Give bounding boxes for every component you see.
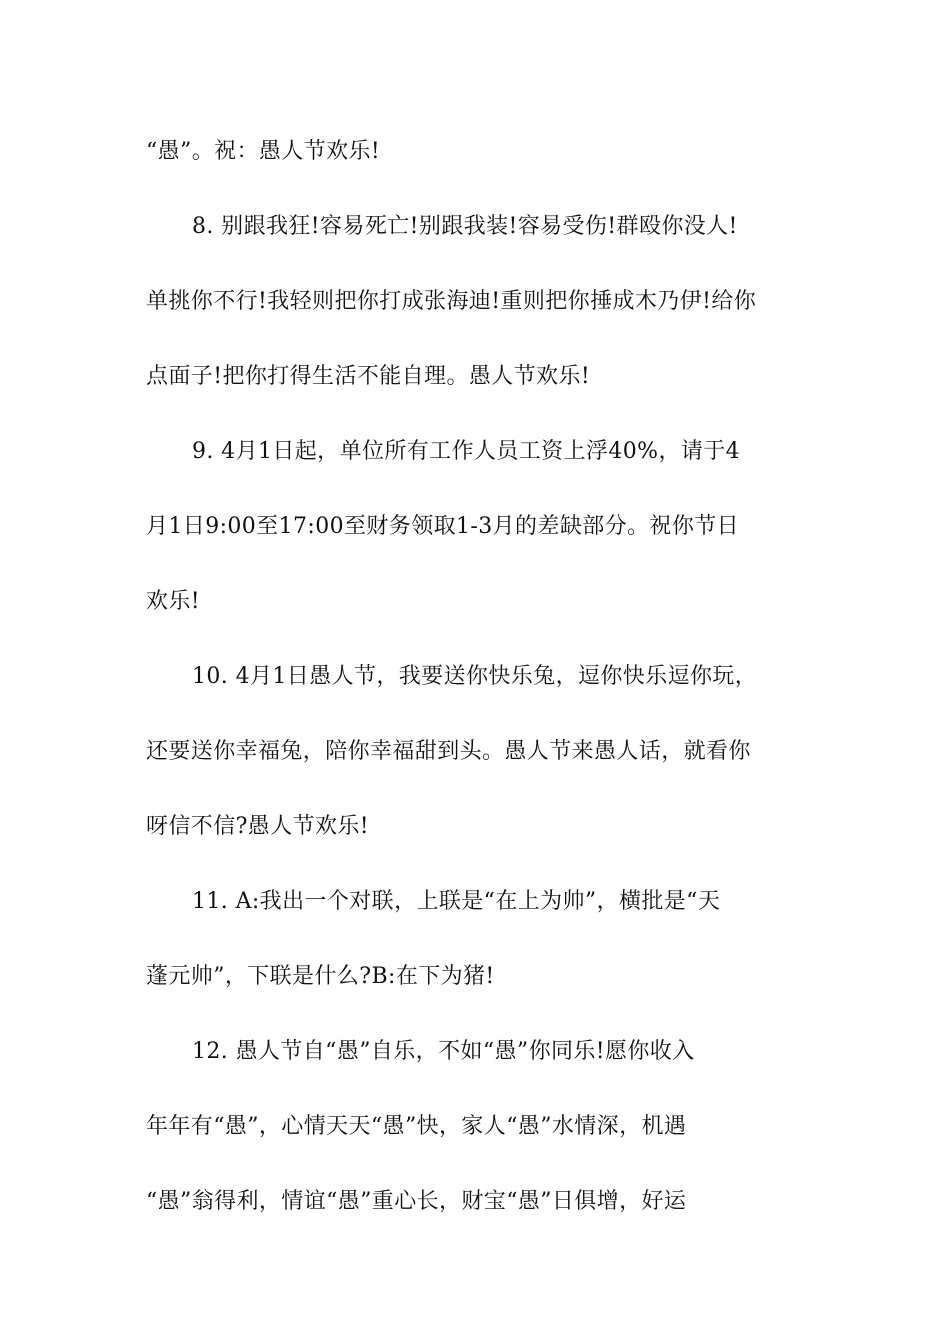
text-line: 11. A:我出一个对联，上联是“在上为帅”，横批是“天: [192, 889, 721, 914]
text-line: 8. 别跟我狂!容易死亡!别跟我装!容易受伤!群殴你没人!: [192, 214, 738, 239]
text-line: 10. 4月1日愚人节，我要送你快乐兔，逗你快乐逗你玩，: [192, 664, 758, 689]
text-line: 欢乐!: [146, 589, 201, 614]
text-line: 年年有“愚”，心情天天“愚”快，家人“愚”水情深，机遇: [146, 1114, 687, 1139]
text-line: 点面子!把你打得生活不能自理。愚人节欢乐!: [146, 364, 591, 389]
text-line: 还要送你幸福兔，陪你幸福甜到头。愚人节来愚人话，就看你: [146, 739, 751, 764]
text-line: “愚”。祝：愚人节欢乐!: [146, 139, 381, 164]
text-line: 月1日9:00至17:00至财务领取1-3月的差缺部分。祝你节日: [146, 514, 740, 539]
text-line: 蓬元帅”，下联是什么?B:在下为猪!: [146, 964, 495, 989]
text-line: 呀信不信?愚人节欢乐!: [146, 814, 370, 839]
text-line: 单挑你不行!我轻则把你打成张海迪!重则把你捶成木乃伊!给你: [146, 289, 757, 314]
text-line: 9. 4月1日起，单位所有工作人员工资上浮40%，请于4: [192, 439, 741, 464]
text-line: 12. 愚人节自“愚”自乐，不如“愚”你同乐!愿你收入: [192, 1039, 695, 1064]
text-line: “愚”翁得利，情谊“愚”重心长，财宝“愚”日俱增，好运: [146, 1189, 687, 1214]
